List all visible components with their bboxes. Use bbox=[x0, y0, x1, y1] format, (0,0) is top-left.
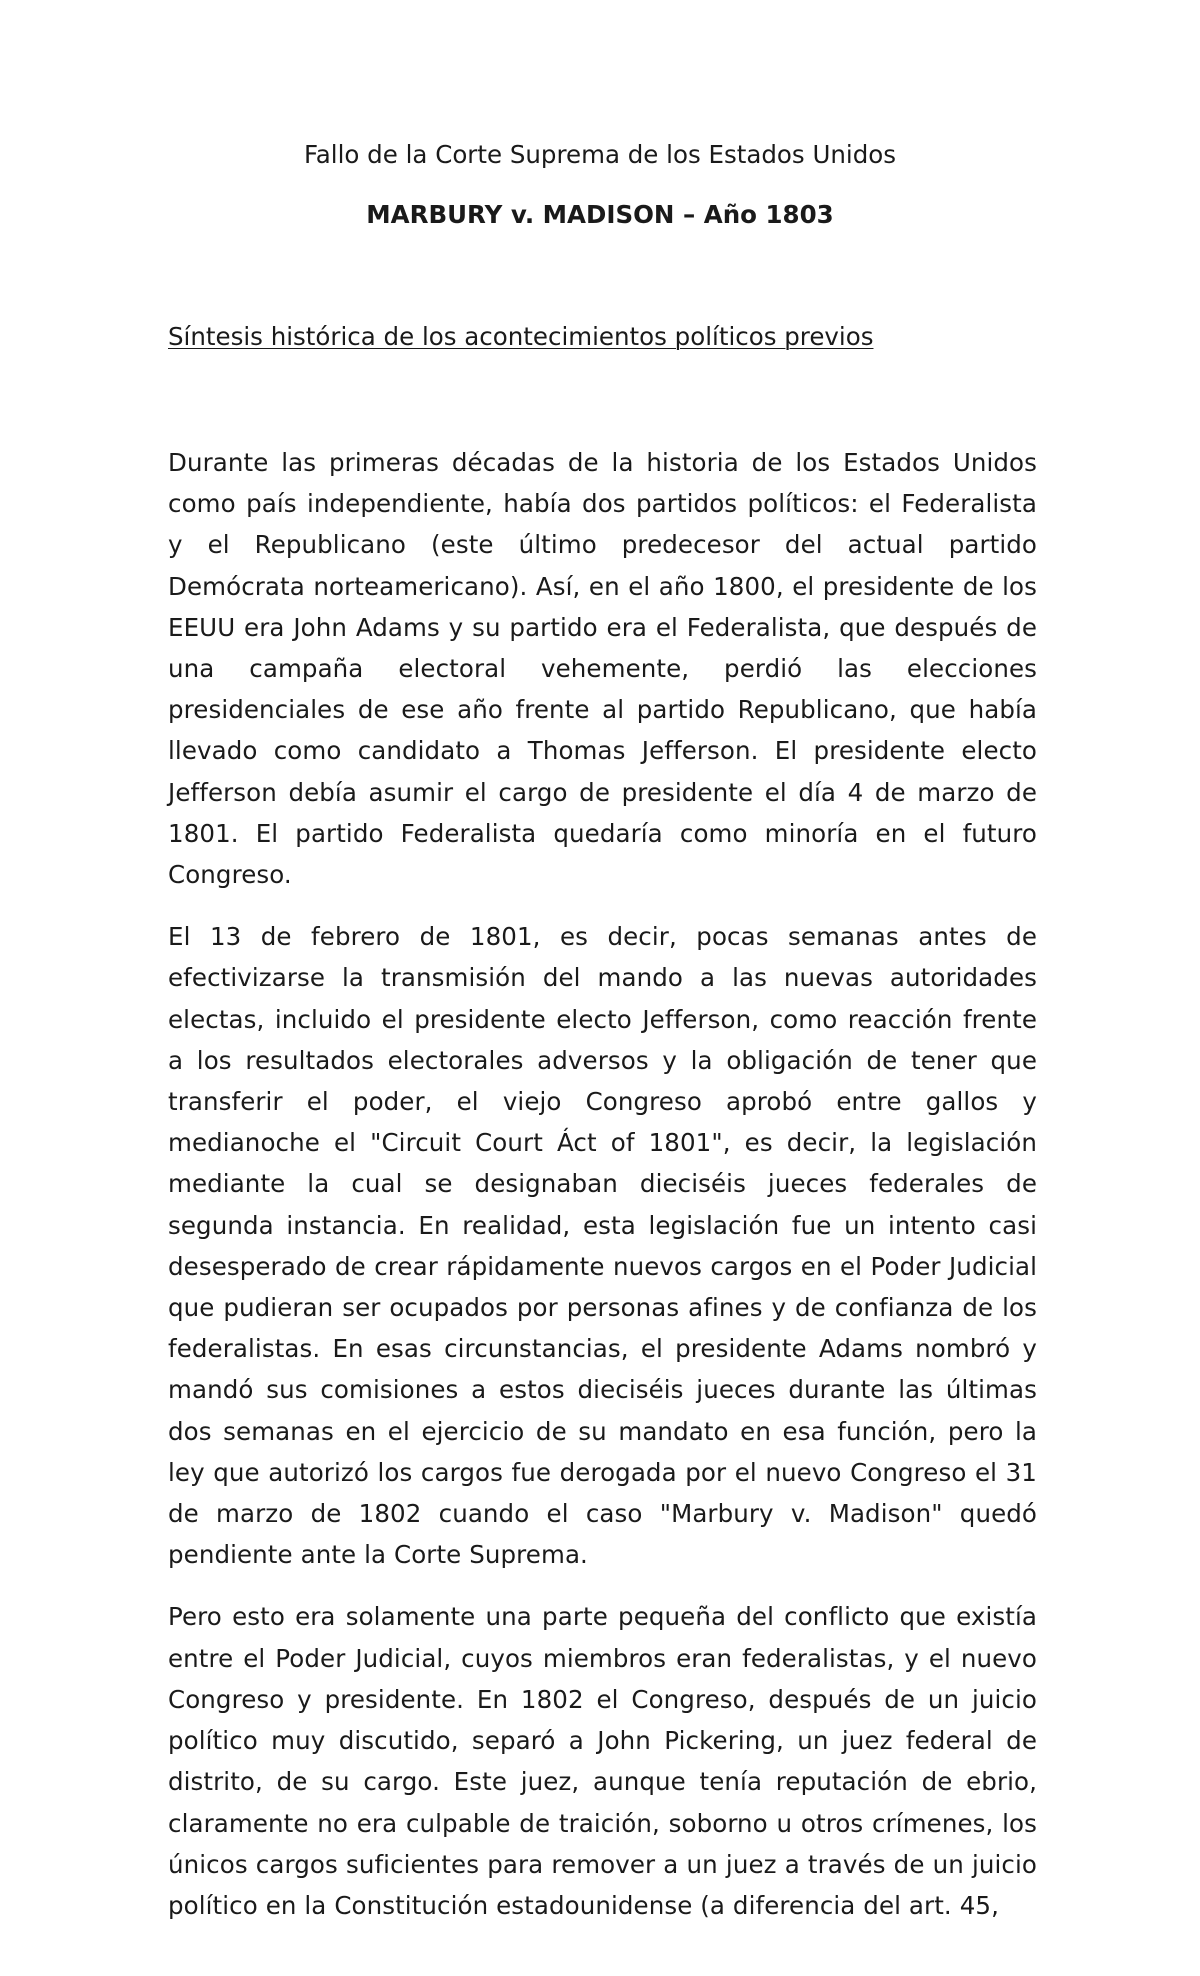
body-text bbox=[168, 442, 1037, 1947]
case-name: MARBURY v. MADISON – Año 1803 bbox=[366, 200, 834, 229]
paragraph-3: Pero esto era solamente una parte pequeña del conflicto que existía entre el Poder Judicial, cuyos miembros eran federalistas, y el nuevo Congreso y presidente. En 1802 el Congreso, después de un juicio político muy discutido, separó a John Pickering, un juez federal de distrito, de su cargo. Este juez, aunque tenía reputación de ebrio, claramente no era culpable de traición, soborno u otros crímenes, los únicos cargos suficientes para remover a un juez a través de un juicio político en la Constitución estadounidense (a diferencia del art. 45, bbox=[168, 1602, 1037, 1920]
document-title: Fallo de la Corte Suprema de los Estados Unidos bbox=[303, 140, 897, 169]
paragraph-2: El 13 de febrero de 1801, es decir, pocas semanas antes de efectivizarse la transmisión del mando a las nuevas autoridades electas, incluido el presidente electo Jefferson, como reacción frente a los resultados electorales adversos y la obligación de tener que transferir el poder, el viejo Congreso aprobó entre gallos y medianoche el "Circuit Court Áct of 1801", es decir, la legislación mediante la cual se designaban dieciséis jueces federales de segunda instancia. En realidad, esta legislación fue un intento casi desesperado de crear rápidamente nuevos cargos en el Poder Judicial que pudieran ser ocupados por personas afines y de confianza de los federalistas. En esas circunstancias, el presidente Adams nombró y mandó sus comisiones a estos dieciséis jueces durante las últimas dos semanas en el ejercicio de su mandato en esa función, pero la ley que autorizó los cargos fue derogada por el nuevo Congreso el 31 de marzo de 1802 cuando el caso "Marbury v. Madison" quedó pendiente ante la Corte Suprema. bbox=[168, 922, 1037, 1570]
section-heading: Síntesis histórica de los acontecimientos políticos previos bbox=[168, 322, 874, 351]
paragraph-1: Durante las primeras décadas de la historia de los Estados Unidos como país independiente, había dos partidos políticos: el Federalista y el Republicano (este último predecesor del actual partido Demócrata norteamericano). Así, en el año 1800, el presidente de los EEUU era John Adams y su partido era el Federalista, que después de una campaña electoral vehemente, perdió las elecciones presidenciales de ese año frente al partido Republicano, que había llevado como candidato a Thomas Jefferson. El presidente electo Jefferson debía asumir el cargo de presidente el día 4 de marzo de 1801. El partido Federalista quedaría como minoría en el futuro Congreso. bbox=[168, 448, 1037, 890]
